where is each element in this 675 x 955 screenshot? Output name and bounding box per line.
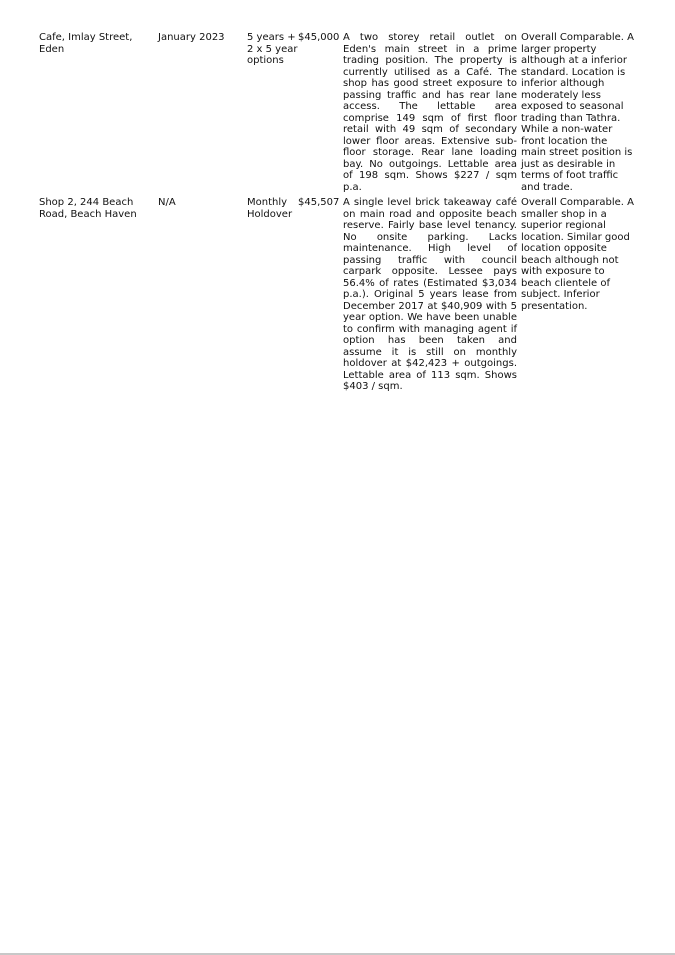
comparison-notes: Overall Comparable. A smaller shop in a superior regional location. Similar good location opposite beach although not with exposure to beach clientele of subject. Inferior presentation. [521,197,634,312]
rental-evidence-table [39,32,635,393]
lease-date: N/A [158,197,176,208]
property-address: Shop 2, 244 Beach Road, Beach Haven [39,197,137,220]
property-description: A single level brick takeaway café on main road and opposite beach reserve. Fairly base level tenancy. No onsite parking. Lacks maintenance. High level of passing traffic with council carpark opposite. Lessee pays 56.4% of rates (Estimated $3,034 p.a.). Original 5 years lease from December 2017 at $40,909 with 5 year option. We have been unable to confirm with managing agent if option has been taken and assume it is still on monthly holdover at $42,423 + outgoings. Lettable area of 113 sqm. Shows $403 / sqm. [343,197,517,392]
lease-term: 5 years + 2 x 5 year options [247,32,298,66]
lease-term: Monthly Holdover [247,197,293,220]
rent-amount: $45,000 [298,32,340,43]
comparison-notes: Overall Comparable. A larger property although at a inferior standard. Location is inferior although moderately less exposed to seasonal trading than Tathra. While a non-water front location the main street position is just as desirable in terms of foot traffic and trade. [521,32,634,193]
property-address: Cafe, Imlay Street, Eden [39,32,133,55]
table-row [39,32,635,197]
table-row [39,197,635,393]
rent-amount: $45,507 [298,197,340,208]
lease-date: January 2023 [158,32,225,43]
property-description: A two storey retail outlet on Eden's main street in a prime trading position. The property is currently utilised as a Café. The shop has good street exposure to passing traffic and has rear lane access. The lettable area comprise 149 sqm of first floor retail with 49 sqm of secondary lower floor areas. Extensive sub-floor storage. Rear lane loading bay. No outgoings. Lettable area of 198 sqm. Shows $227 / sqm p.a. [343,32,517,193]
